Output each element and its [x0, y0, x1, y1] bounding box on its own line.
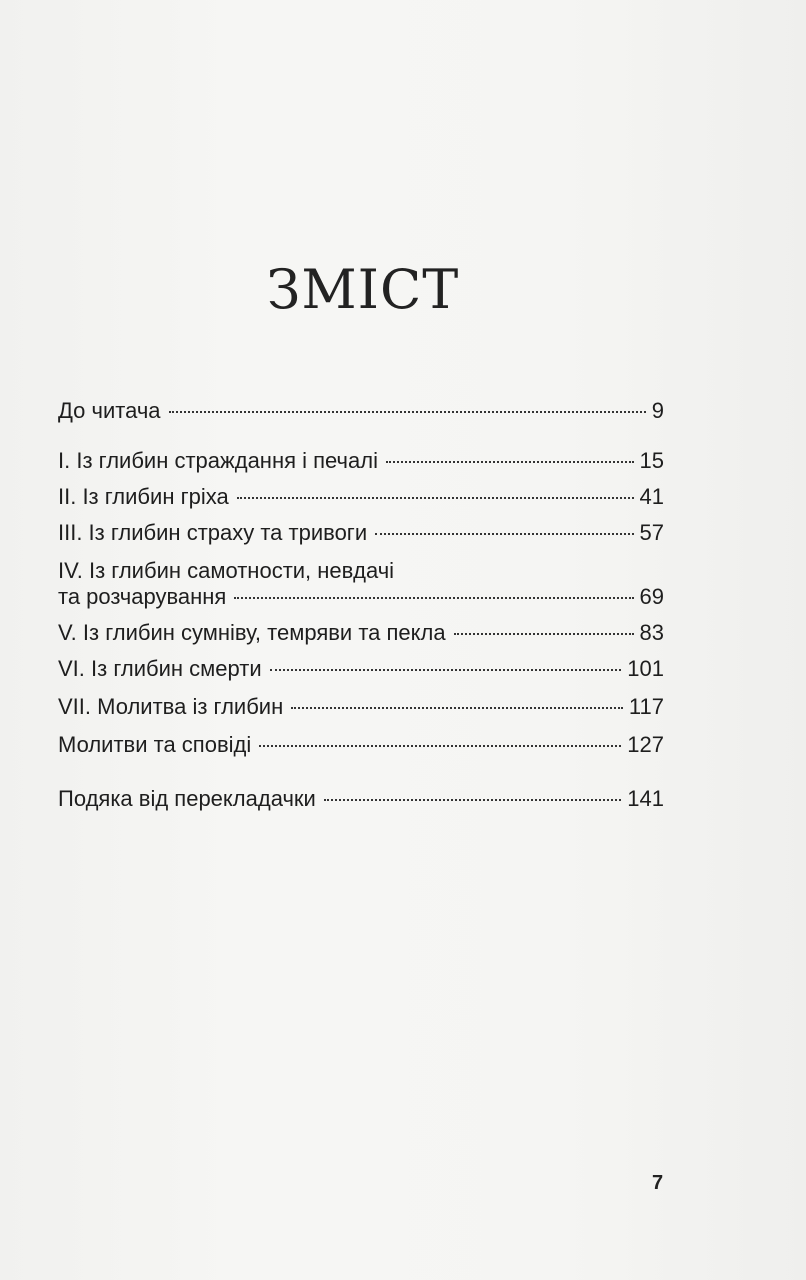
toc-entry-label: VI. Із глибин смерти — [58, 656, 262, 681]
toc-entry-label: До читача — [58, 398, 161, 423]
toc-entry-label: та розчарування — [58, 584, 227, 609]
toc-entry-page: 83 — [639, 620, 664, 645]
page-title: ЗМІСТ — [266, 258, 460, 321]
toc-entry-page: 15 — [639, 448, 664, 473]
toc-entry-page: 127 — [627, 732, 664, 757]
dot-leader — [454, 633, 634, 635]
toc-entry-page: 57 — [639, 520, 664, 545]
toc-entry-page: 9 — [651, 398, 664, 423]
toc-entry-label: Молитви та сповіді — [58, 732, 252, 757]
toc-entry-page: 41 — [639, 484, 664, 509]
page-number: 7 — [652, 1172, 664, 1194]
toc-entry-page: 117 — [628, 694, 664, 719]
toc-entry-label: VII. Молитва із глибин — [58, 694, 284, 719]
toc-entry-label: Подяка від перекладачки — [58, 786, 316, 811]
dot-leader — [375, 533, 633, 535]
dot-leader — [270, 669, 622, 671]
toc-entry[interactable] — [58, 786, 664, 812]
toc-entry[interactable] — [58, 656, 664, 682]
toc-entry[interactable] — [58, 558, 664, 610]
toc-entry[interactable] — [58, 484, 664, 510]
toc-entry-label: I. Із глибин страждання і печалі — [58, 448, 378, 473]
dot-leader — [237, 497, 634, 499]
dot-leader — [234, 597, 633, 599]
dot-leader — [324, 799, 621, 801]
toc-entry-page: 101 — [627, 656, 664, 681]
toc-entry-label-line1: IV. Із глибин самотности, невдачі — [58, 558, 395, 583]
dot-leader — [259, 745, 621, 747]
toc-entry-page: 69 — [639, 584, 664, 609]
dot-leader — [386, 461, 634, 463]
toc-entry[interactable] — [58, 732, 664, 758]
dot-leader — [291, 707, 623, 709]
toc-entry-label: II. Із глибин гріха — [58, 484, 229, 509]
toc-entry-label: III. Із глибин страху та тривоги — [58, 520, 368, 545]
toc-entry[interactable] — [58, 520, 664, 546]
toc-entry[interactable] — [58, 398, 664, 424]
dot-leader — [169, 411, 646, 413]
toc-entry-page: 141 — [627, 786, 664, 811]
toc-entry[interactable] — [58, 694, 664, 720]
toc-entry[interactable] — [58, 448, 664, 474]
toc-entry-label: V. Із глибин сумніву, темряви та пекла — [58, 620, 446, 645]
toc-entry[interactable] — [58, 620, 664, 646]
